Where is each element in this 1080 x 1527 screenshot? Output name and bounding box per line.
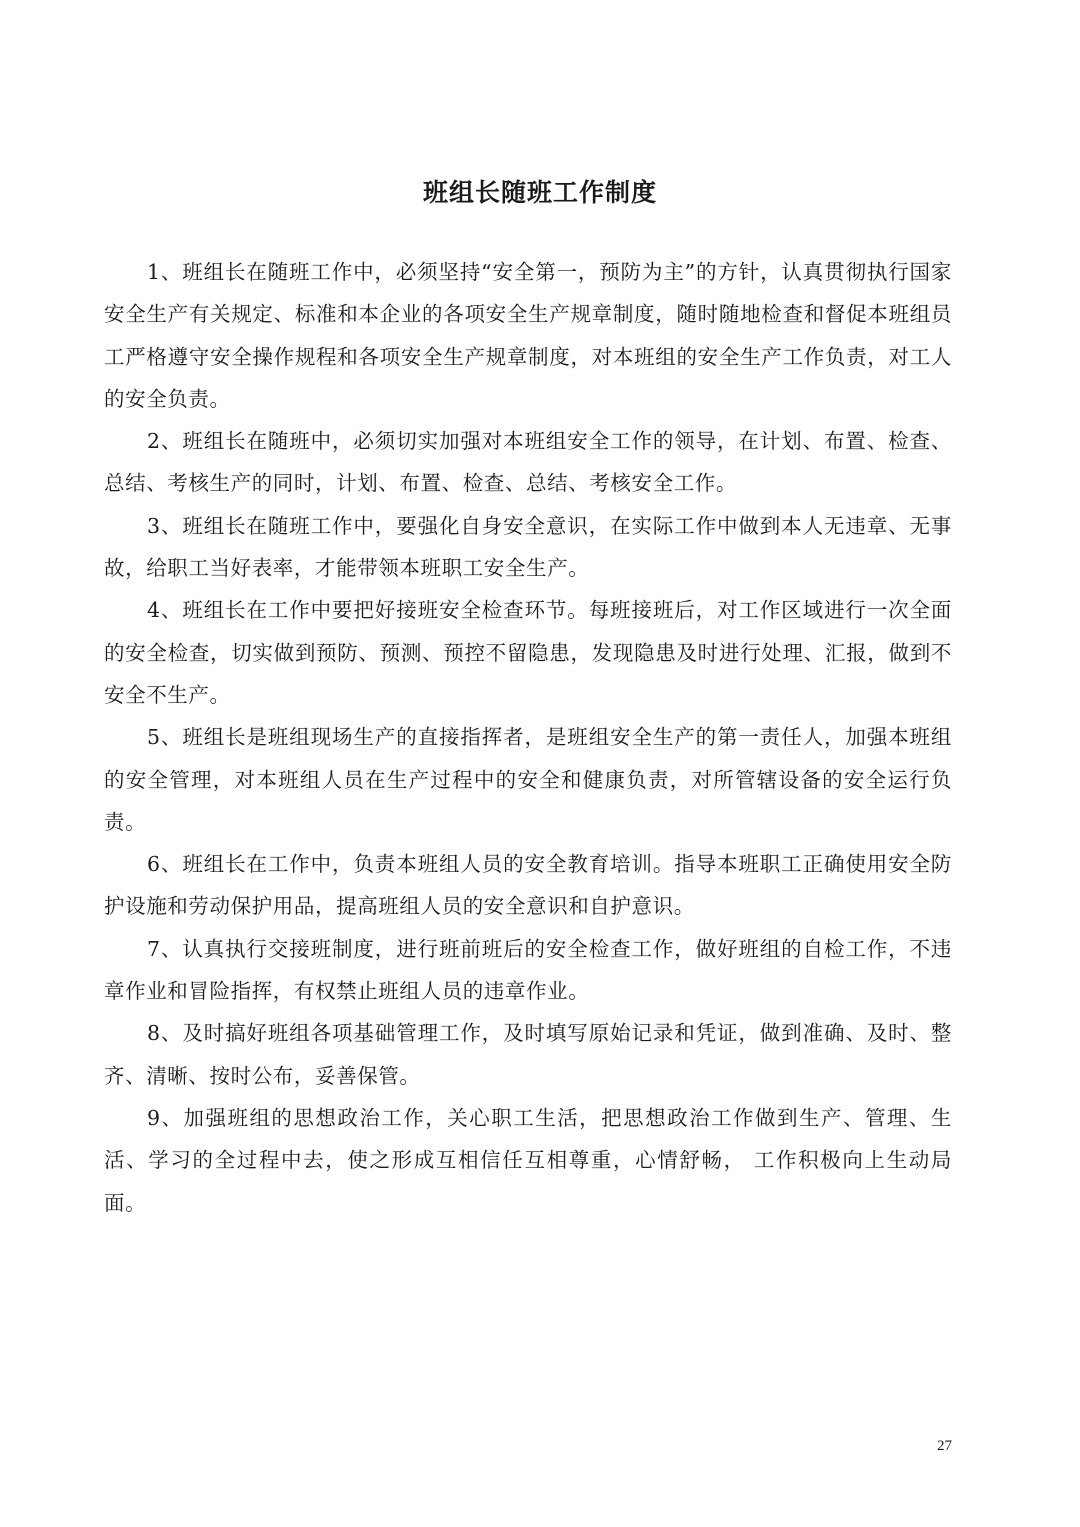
page-number: 27 — [937, 1438, 952, 1454]
paragraph-6: 6、班组长在工作中，负责本班组人员的安全教育培训。指导本班职工正确使用安全防护设施和劳动保护用品，提高班组人员的安全意识和自护意识。 — [104, 852, 952, 919]
page-title: 班组长随班工作制度 — [422, 178, 657, 207]
paragraph-4: 4、班组长在工作中要把好接班安全检查环节。每班接班后，对工作区域进行一次全面的安全检查，切实做到预防、预测、预控不留隐患，发现隐患及时进行处理、汇报，做到不安全不生产。 — [104, 598, 952, 707]
paragraph-8: 8、及时搞好班组各项基础管理工作，及时填写原始记录和凭证，做到准确、及时、整齐、清晰、按时公布，妥善保管。 — [104, 1021, 952, 1088]
document-body — [104, 251, 952, 1224]
paragraph-9: 9、加强班组的思想政治工作，关心职工生活，把思想政治工作做到生产、管理、生活、学习的全过程中去，使之形成互相信任互相尊重，心情舒畅， 工作积极向上生动局面。 — [104, 1105, 952, 1215]
paragraph-1: 1、班组长在随班工作中，必须坚持“安全第一，预防为主”的方针，认真贯彻执行国家安全生产有关规定、标准和本企业的各项安全生产规章制度，随时随地检查和督促本班组员工严格遵守安全操作规程和各项安全生产规章制度，对本班组的安全生产工作负责，对工人的安全负责。 — [104, 260, 952, 411]
paragraph-5: 5、班组长是班组现场生产的直接指挥者，是班组安全生产的第一责任人，加强本班组的安全管理，对本班组人员在生产过程中的安全和健康负责，对所管辖设备的安全运行负责。 — [104, 725, 952, 834]
paragraph-3: 3、班组长在随班工作中，要强化自身安全意识，在实际工作中做到本人无违章、无事故，给职工当好表率，才能带领本班职工安全生产。 — [104, 513, 952, 581]
paragraph-2: 2、班组长在随班中，必须切实加强对本班组安全工作的领导，在计划、布置、检查、总结、考核生产的同时，计划、布置、检查、总结、考核安全工作。 — [104, 429, 952, 496]
paragraph-7: 7、认真执行交接班制度，进行班前班后的安全检查工作，做好班组的自检工作，不违章作业和冒险指挥，有权禁止班组人员的违章作业。 — [104, 936, 952, 1004]
